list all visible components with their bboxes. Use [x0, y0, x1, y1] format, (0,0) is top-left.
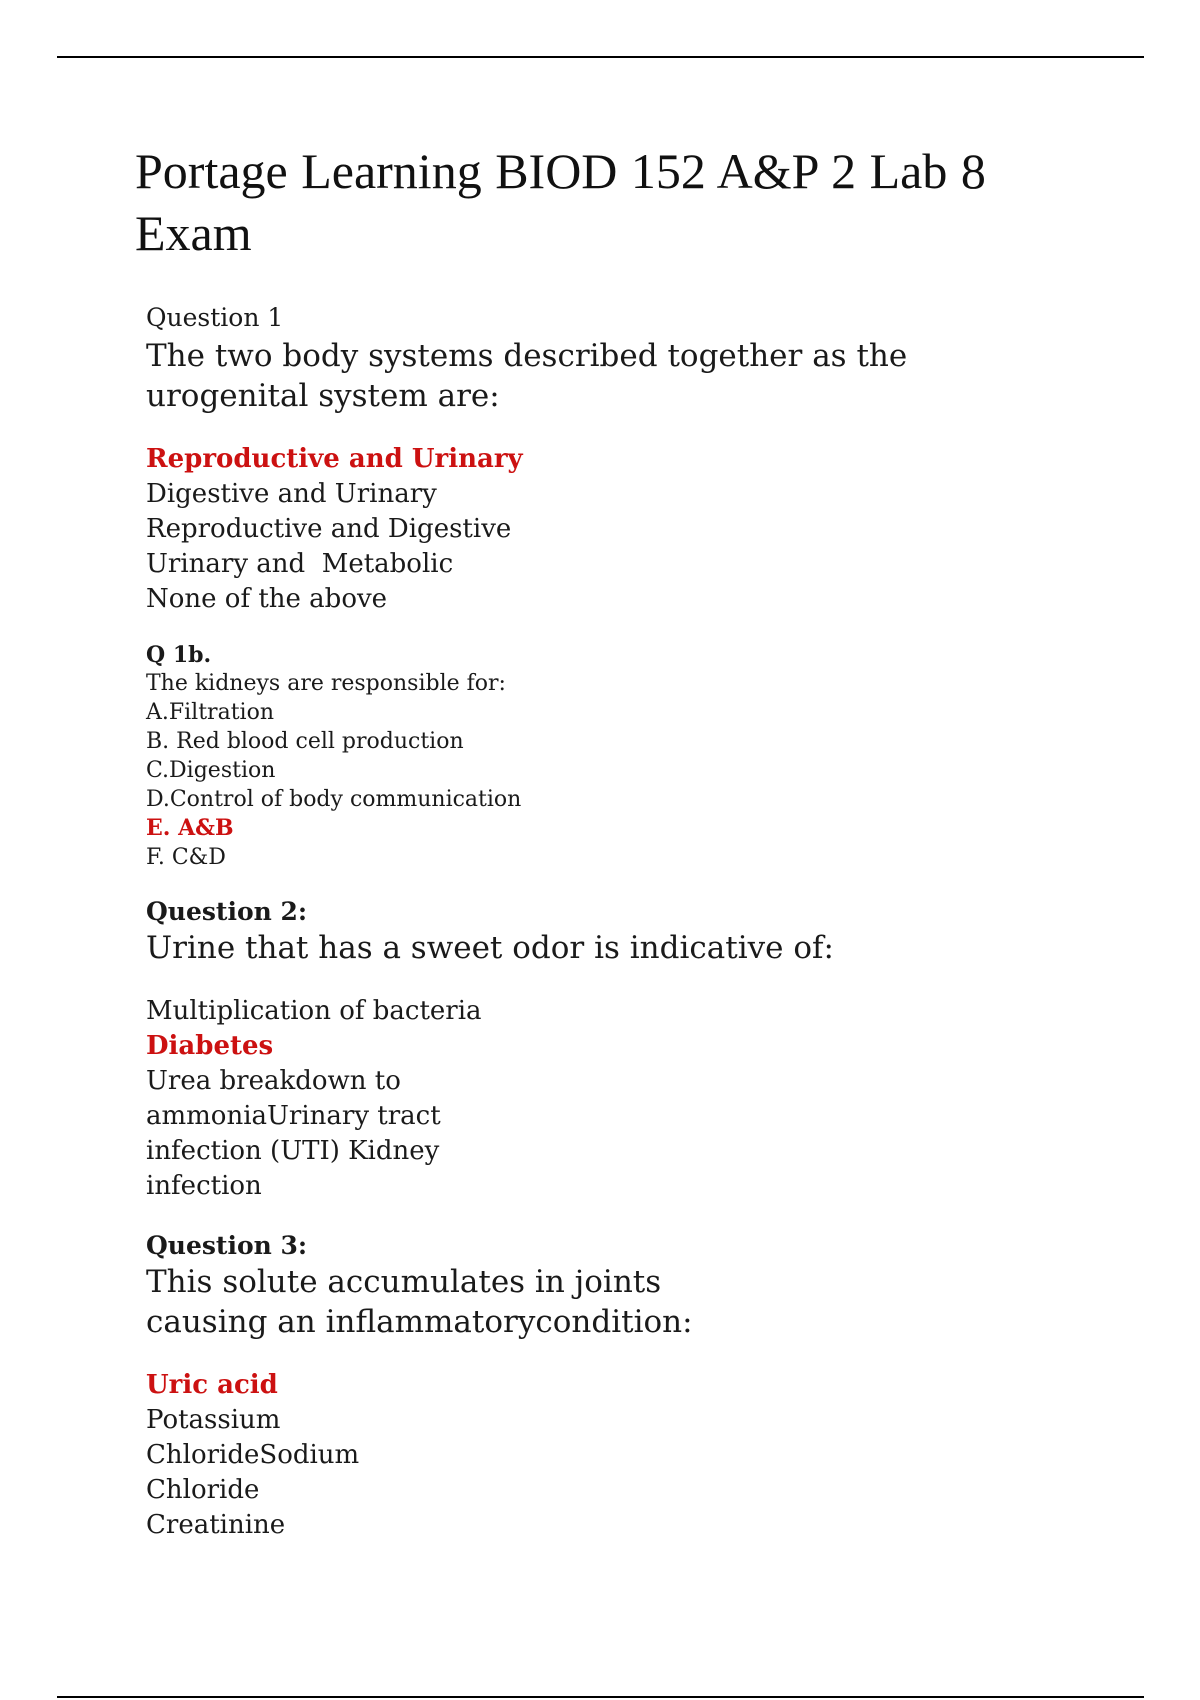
question-label: Question 1 [146, 303, 284, 332]
answer-option-correct: Reproductive and Urinary [146, 444, 523, 474]
question-1 [146, 302, 1106, 617]
bottom-rule [57, 1696, 1144, 1698]
answer-list [146, 994, 1106, 1204]
question-text: This solute accumulates in joints causing an inflammatorycondition: [146, 1264, 693, 1340]
answer-option: Urea breakdown to ammoniaUrinary tract infection (UTI) Kidney infection [146, 1066, 441, 1201]
document-title: Portage Learning BIOD 152 A&P 2 Lab 8 Exam [135, 143, 986, 261]
answer-option: None of the above [146, 584, 388, 614]
top-rule [57, 56, 1144, 58]
answer-option: D.Control of body communication [146, 787, 522, 812]
answer-option: Potassium [146, 1405, 281, 1435]
answer-option: Digestive and Urinary [146, 479, 437, 509]
question-2 [146, 896, 1106, 1204]
answer-option: Creatinine [146, 1510, 286, 1540]
question-text: The two body systems described together as the urogenital system are: [146, 338, 908, 414]
question-1b [146, 641, 1106, 872]
answer-option: B. Red blood cell production [146, 729, 464, 754]
answer-list [146, 1368, 1106, 1543]
question-text: The kidneys are responsible for: [146, 671, 506, 696]
question-3 [146, 1230, 1106, 1543]
answer-option: Reproductive and Digestive [146, 514, 512, 544]
question-label: Question 2: [146, 897, 308, 926]
answer-option: F. C&D [146, 845, 226, 870]
answer-option: Chloride [146, 1475, 260, 1505]
answer-list [146, 442, 1106, 617]
answer-option: Multiplication of bacteria [146, 996, 482, 1026]
question-text: Urine that has a sweet odor is indicative of: [146, 930, 834, 966]
exam-content [146, 302, 1106, 1543]
answer-option: Urinary and Metabolic [146, 549, 454, 579]
question-label: Question 3: [146, 1231, 308, 1260]
answer-option-correct: Diabetes [146, 1031, 274, 1061]
question-label: Q 1b. [146, 642, 212, 668]
answer-option-correct: Uric acid [146, 1370, 278, 1400]
answer-option: C.Digestion [146, 758, 276, 783]
answer-option: ChlorideSodium [146, 1440, 360, 1470]
answer-option-correct: E. A&B [146, 815, 234, 841]
answer-option: A.Filtration [146, 700, 274, 725]
answer-list [146, 698, 1106, 872]
